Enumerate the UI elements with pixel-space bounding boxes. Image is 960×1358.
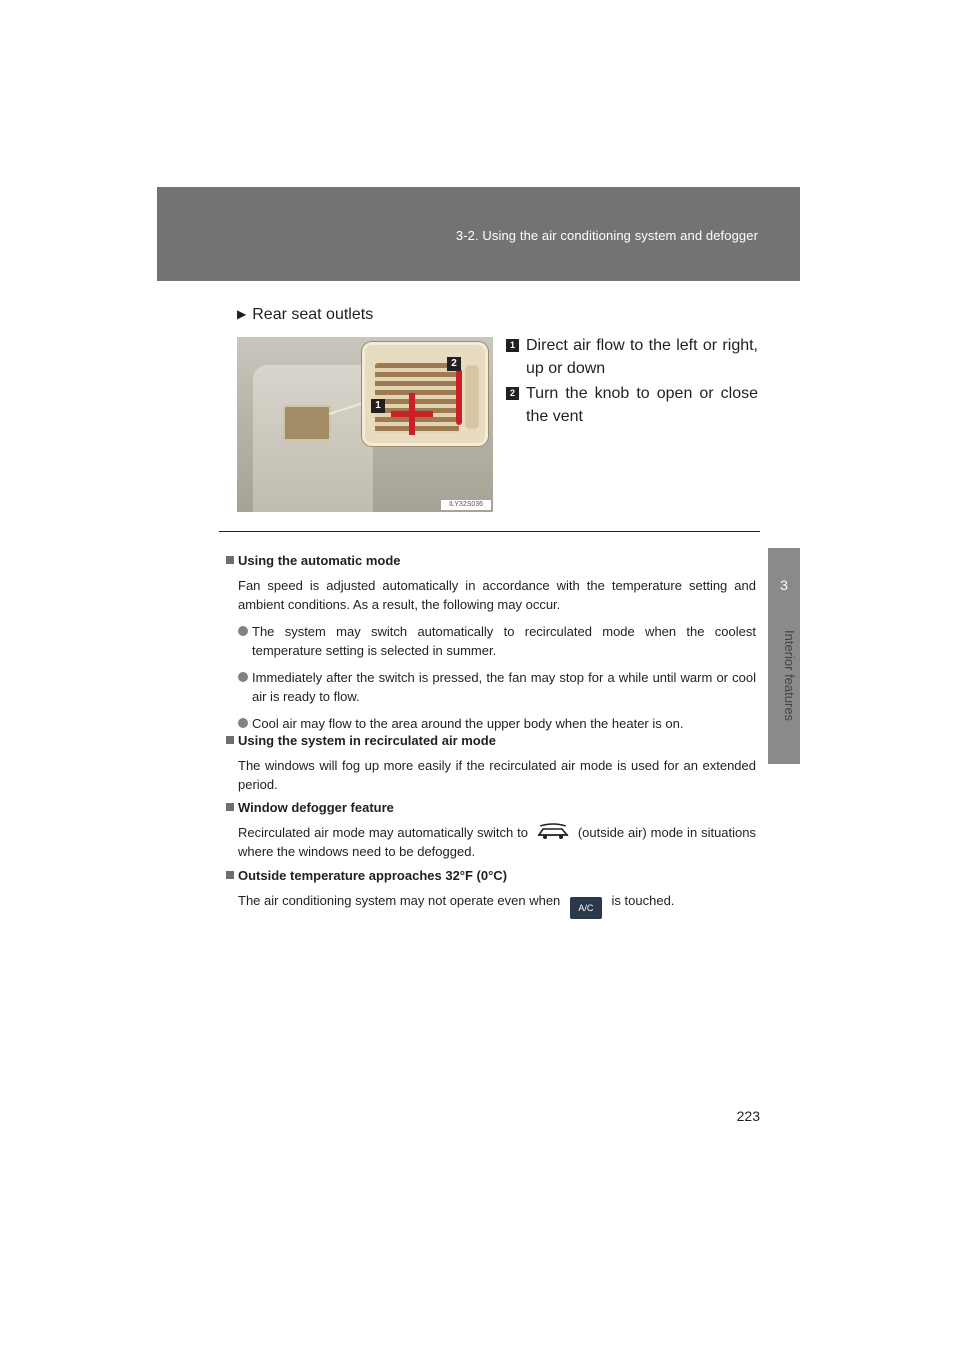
section-title: 3-2. Using the air conditioning system and defogger bbox=[455, 228, 758, 243]
vent-knob bbox=[465, 365, 479, 429]
note-recirculated bbox=[226, 733, 756, 794]
rear-vent-small bbox=[283, 405, 331, 441]
section-divider bbox=[219, 531, 760, 532]
note-bullet: The system may switch automatically to recirculated mode when the coolest temperature setting is selected in summer. bbox=[238, 622, 756, 660]
arrow-up-down-icon bbox=[409, 393, 415, 435]
note-title: Using the system in recirculated air mode bbox=[226, 733, 756, 748]
number-box-1: 1 bbox=[506, 339, 519, 352]
note-body: The windows will fog up more easily if the recirculated air mode is used for an extended period. bbox=[238, 758, 756, 792]
square-bullet-icon bbox=[226, 736, 234, 744]
instruction-text-2: Turn the knob to open or close the vent bbox=[526, 385, 758, 425]
rear-vent-illustration bbox=[237, 337, 493, 512]
number-box-2: 2 bbox=[506, 387, 519, 400]
instruction-item-2 bbox=[506, 382, 766, 428]
square-bullet-icon bbox=[226, 556, 234, 564]
ac-button-icon: A/C bbox=[570, 897, 602, 919]
square-bullet-icon bbox=[226, 871, 234, 879]
note-outside-temp bbox=[226, 868, 756, 919]
note-title: Window defogger feature bbox=[226, 800, 756, 815]
note-body: Recirculated air mode may automatically switch to (outside air) mode in situations where the windows need to be defogged. bbox=[238, 825, 756, 859]
arrow-knob-icon bbox=[456, 369, 462, 425]
instruction-text-1: Direct air flow to the left or right, up or down bbox=[526, 337, 758, 377]
note-body: Fan speed is adjusted automatically in accordance with the temperature setting and ambient conditions. As a result, the following may occur. bbox=[238, 578, 756, 612]
note-defogger bbox=[226, 800, 756, 861]
vent-closeup bbox=[362, 342, 488, 446]
outside-air-icon bbox=[536, 823, 570, 841]
square-bullet-icon bbox=[226, 803, 234, 811]
callout-badge-1: 1 bbox=[371, 399, 385, 413]
round-bullet-icon bbox=[238, 626, 248, 636]
triangle-arrow-icon: ▶ bbox=[237, 307, 247, 321]
instruction-item-1 bbox=[506, 334, 766, 380]
chapter-label: Interior features bbox=[782, 630, 797, 722]
chapter-number: 3 bbox=[780, 577, 788, 593]
rear-outlets-heading-text: Rear seat outlets bbox=[252, 306, 374, 323]
callout-badge-2: 2 bbox=[447, 357, 461, 371]
page-number: 223 bbox=[736, 1108, 760, 1124]
round-bullet-icon bbox=[238, 672, 248, 682]
note-automatic-mode bbox=[226, 553, 756, 733]
note-title: Outside temperature approaches 32°F (0°C) bbox=[226, 868, 756, 883]
round-bullet-icon bbox=[238, 718, 248, 728]
note-bullet: Immediately after the switch is pressed, the fan may stop for a while until warm or cool air is ready to flow. bbox=[238, 668, 756, 706]
note-bullet: Cool air may flow to the area around the upper body when the heater is on. bbox=[238, 714, 756, 733]
vent-slats bbox=[375, 363, 459, 433]
note-title: Using the automatic mode bbox=[226, 553, 756, 568]
section-header-bar bbox=[157, 187, 800, 281]
image-code: ILY32S036 bbox=[441, 500, 491, 510]
rear-outlets-heading bbox=[237, 306, 373, 324]
note-body: The air conditioning system may not operate even when A/C is touched. bbox=[238, 891, 756, 919]
